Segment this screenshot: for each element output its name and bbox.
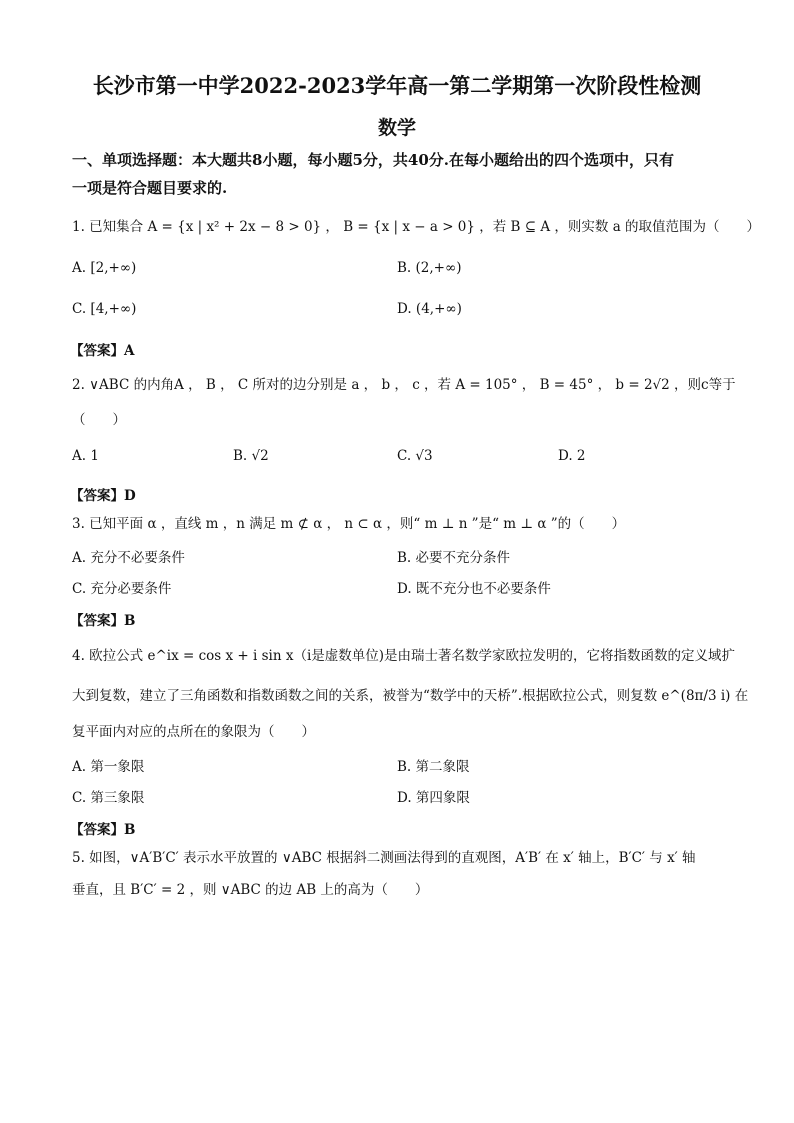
question-2-option-b: B. √2 [233, 448, 269, 464]
question-1-option-a: A. [2,+∞) [72, 260, 137, 276]
subject-title: 数学 [377, 117, 416, 139]
page-title: 长沙市第一中学2022-2023学年高一第二学期第一次阶段性检测 [92, 73, 702, 98]
question-1-stem: 1. 已知集合 A = {x | x² + 2x − 8 > 0} ， B = {x | x − a > 0} ，若 B ⊆ A ，则实数 a 的取值范围为（ ） [72, 219, 761, 235]
question-4-line2: 大到复数，建立了三角函数和指数函数之间的关系，被誉为“数学中的天桥”.根据欧拉公式，则复数 e^(8π/3 i) 在 [72, 688, 749, 704]
question-3-option-c: C. 充分必要条件 [72, 581, 172, 597]
question-4-answer: 【答案】B [70, 822, 136, 838]
question-4-option-a: A. 第一象限 [72, 759, 145, 775]
question-4-line3: 复平面内对应的点所在的象限为（ ） [72, 724, 315, 740]
question-2-option-d: D. 2 [558, 448, 586, 464]
question-2-option-c: C. √3 [397, 448, 433, 464]
question-2-answer: 【答案】D [70, 488, 136, 504]
question-5-line1: 5. 如图，∨A′B′C′ 表示水平放置的 ∨ABC 根据斜二测画法得到的直观图，A′B′ 在 x′ 轴上，B′C′ 与 x′ 轴 [72, 850, 696, 866]
question-4-option-b: B. 第二象限 [397, 759, 470, 775]
question-4-option-c: C. 第三象限 [72, 790, 145, 806]
question-4-option-d: D. 第四象限 [397, 790, 470, 806]
section-heading-line2: 一项是符合题目要求的. [72, 179, 228, 197]
question-3-option-a: A. 充分不必要条件 [72, 550, 185, 566]
section-heading [72, 146, 722, 202]
question-1-option-b: B. (2,+∞) [397, 260, 462, 276]
question-3-option-d: D. 既不充分也不必要条件 [397, 581, 551, 597]
question-3-stem: 3. 已知平面 α ，直线 m ，n 满足 m ⊄ α ， n ⊂ α ，则“ m ⊥ n ”是“ m ⊥ α ”的（ ） [72, 516, 626, 532]
question-4-line1: 4. 欧拉公式 e^ix = cos x + i sin x（i是虚数单位)是由瑞士著名数学家欧拉发明的，它将指数函数的定义域扩 [72, 648, 736, 664]
question-3-option-b: B. 必要不充分条件 [397, 550, 511, 566]
question-1-answer: 【答案】A [70, 343, 135, 359]
question-2-stem: 2. ∨ABC 的内角A ， B ， C 所对的边分别是 a ， b ， c ，若 A = 105° ， B = 45° ， b = 2√2 ，则c等于 [72, 377, 736, 393]
question-5-line2: 垂直，且 B′C′ = 2 ，则 ∨ABC 的边 AB 上的高为（ ） [72, 882, 429, 898]
question-1-option-d: D. (4,+∞) [397, 301, 462, 317]
question-3-answer: 【答案】B [70, 613, 136, 629]
question-2-option-a: A. 1 [72, 448, 99, 464]
question-2-paren: （ ） [72, 412, 126, 428]
question-1-option-c: C. [4,+∞) [72, 301, 137, 317]
section-heading-line1: 一、单项选择题：本大题共8小题，每小题5分，共40分.在每小题给出的四个选项中，只有 [72, 151, 674, 169]
